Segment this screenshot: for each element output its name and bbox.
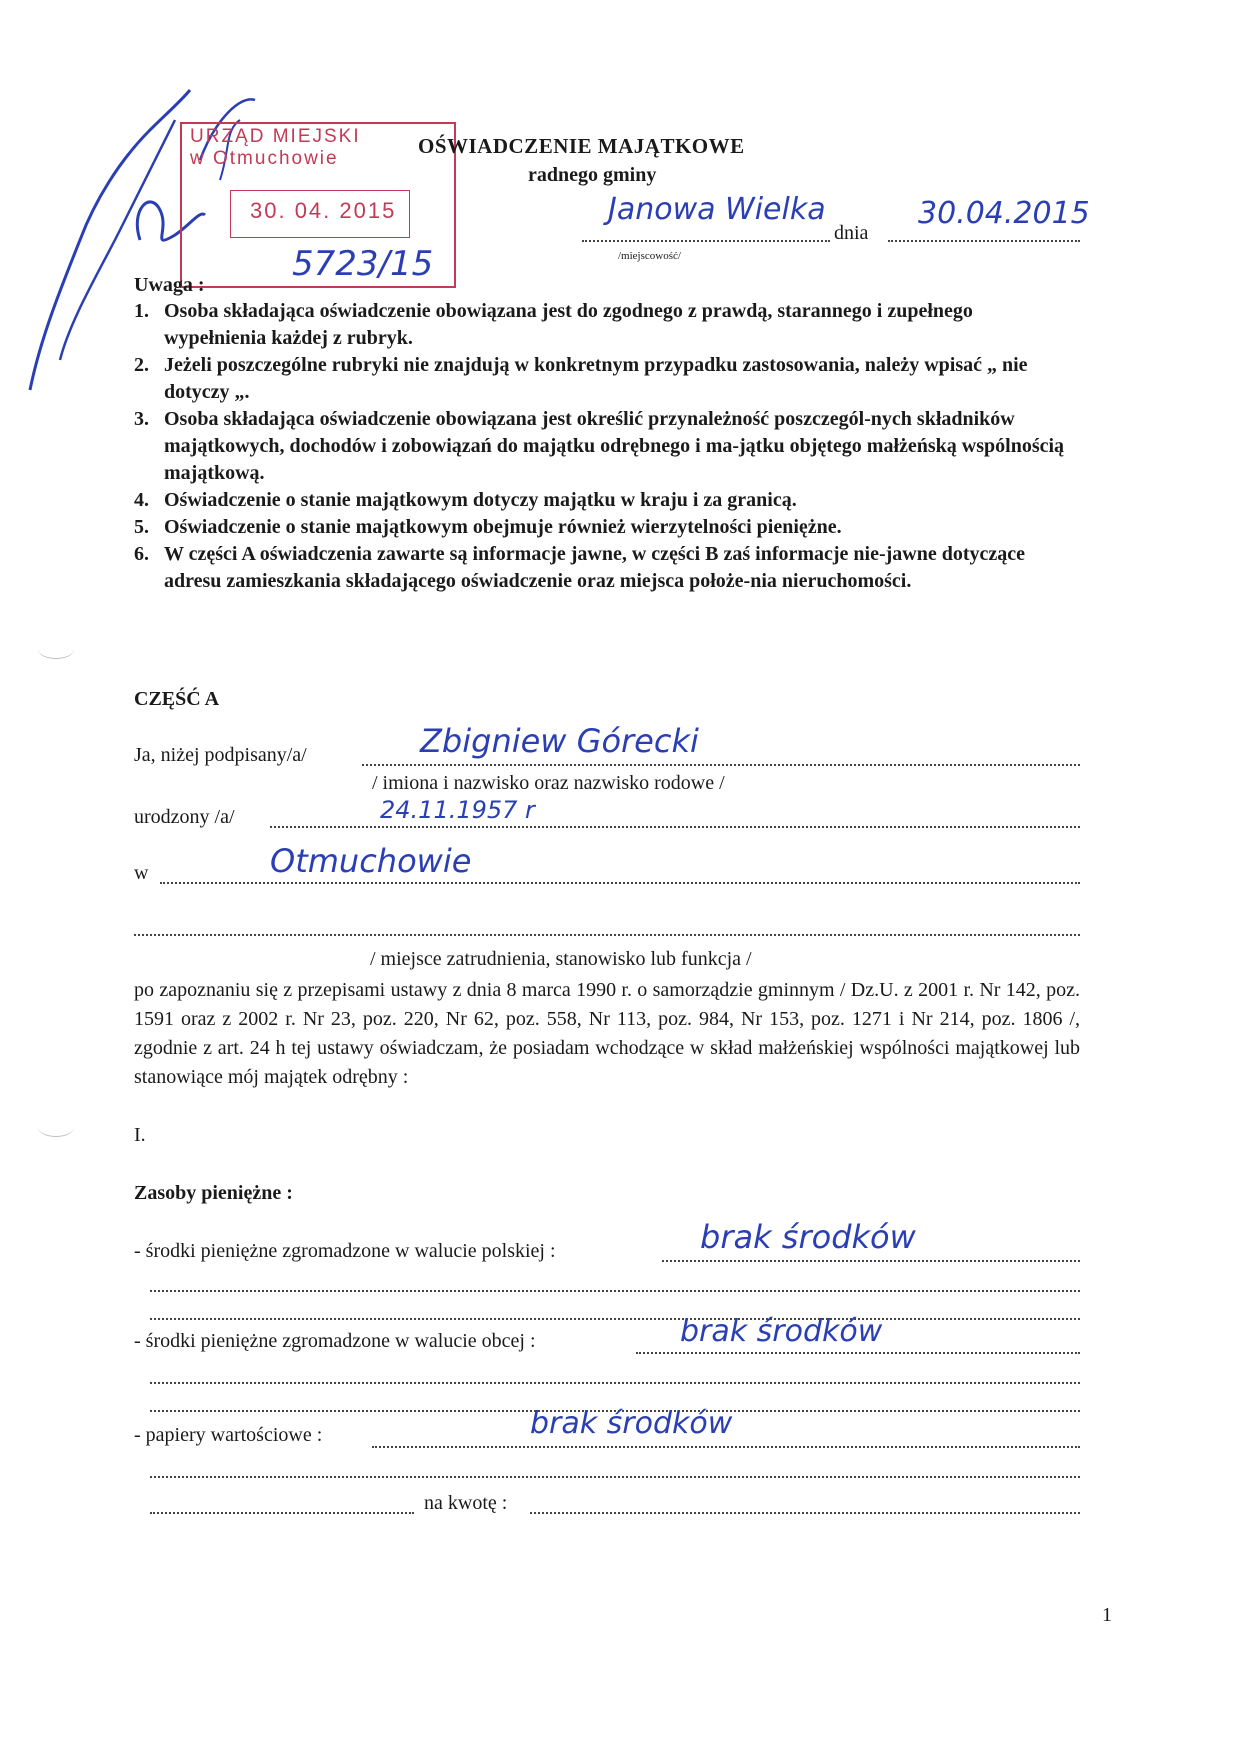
funds-heading: Zasoby pieniężne : bbox=[134, 1182, 293, 1204]
amount-dotted-line bbox=[530, 1512, 1080, 1514]
polish-funds-value: brak środków bbox=[700, 1218, 916, 1256]
in-dotted-line bbox=[160, 882, 1080, 884]
signed-value: Zbigniew Górecki bbox=[420, 722, 699, 760]
securities-label: - papiery wartościowe : bbox=[134, 1424, 323, 1446]
polish-funds-label: - środki pieniężne zgromadzone w walucie polskiej : bbox=[134, 1240, 556, 1262]
document-title: OŚWIADCZENIE MAJĄTKOWE bbox=[418, 134, 745, 158]
polish-funds-extra-line-1 bbox=[150, 1290, 1080, 1292]
page-number: 1 bbox=[1102, 1604, 1112, 1626]
stamp-office-location: w Otmuchowie bbox=[190, 148, 339, 169]
foreign-funds-value: brak środków bbox=[680, 1314, 883, 1349]
punch-hole-top bbox=[38, 640, 74, 659]
section-number: I. bbox=[134, 1124, 146, 1146]
place-value: Janowa Wielka bbox=[608, 192, 826, 227]
in-value: Otmuchowie bbox=[270, 842, 472, 880]
notes-label: Uwaga : bbox=[134, 274, 205, 296]
dnia-label: dnia bbox=[834, 222, 869, 244]
stamp-date: 30. 04. 2015 bbox=[250, 198, 397, 223]
signed-label: Ja, niżej podpisany/a/ bbox=[134, 744, 307, 766]
employment-dotted-line bbox=[134, 934, 1080, 936]
place-hint: /miejscowość/ bbox=[618, 250, 681, 262]
in-label: w bbox=[134, 862, 149, 884]
note-item: 5. Oświadczenie o stanie majątkowym obejmuje również wierzytelności pieniężne. bbox=[134, 516, 842, 538]
note-item: 6. W części A oświadczenia zawarte są informacje jawne, w części B zaś informacje nie-jawne dotyczące adresu zamieszkania składającego oświadczenie oraz miejsca położe-nia nieruchomości. bbox=[134, 543, 1026, 592]
document-subtitle: radnego gminy bbox=[528, 164, 657, 186]
punch-hole-bottom bbox=[38, 1118, 74, 1137]
place-dotted-line bbox=[582, 240, 830, 242]
stamp-reference-number: 5723/15 bbox=[292, 244, 434, 284]
polish-funds-dotted-line bbox=[662, 1260, 1080, 1262]
amount-left-dotted-line bbox=[150, 1512, 414, 1514]
part-a-heading: CZĘŚĆ A bbox=[134, 688, 220, 710]
foreign-funds-extra-line-1 bbox=[150, 1382, 1080, 1384]
securities-value: brak środków bbox=[530, 1406, 733, 1441]
date-dotted-line bbox=[888, 240, 1080, 242]
statute-text: po zapoznaniu się z przepisami ustawy z dnia 8 marca 1990 r. o samorządzie gminnym / Dz.U. z 2001 r. Nr 142, poz. 1591 oraz z 2002 r. Nr 23, poz. 220, Nr 62, poz. 558, Nr 113, poz. 984, Nr 153, poz. 1271 i Nr 214, poz. 1806 /, zgodnie z art. 24 h tej ustawy oświadczam, że posiadam wchodzące w skład małżeńskiej wspólności majątkowej lub stanowiące mój majątek odrębny : bbox=[134, 979, 1080, 1088]
foreign-funds-dotted-line bbox=[636, 1352, 1080, 1354]
born-label: urodzony /a/ bbox=[134, 806, 235, 828]
note-item: 3. Osoba składająca oświadczenie obowiązana jest określić przynależność poszczegól-nych składników majątkowych, dochodów i zobowiązań do majątku odrębnego i ma-jątku objętego małżeńską wspólnością majątkową. bbox=[134, 408, 1065, 484]
employment-hint: / miejsce zatrudnienia, stanowisko lub funkcja / bbox=[370, 948, 752, 970]
stamp-office-name: URZĄD MIEJSKI bbox=[190, 126, 361, 147]
note-item: 2. Jeżeli poszczególne rubryki nie znajdują w konkretnym przypadku zastosowania, należy wpisać „ nie dotyczy „. bbox=[134, 354, 1028, 403]
securities-dotted-line bbox=[372, 1446, 1080, 1448]
born-dotted-line bbox=[270, 826, 1080, 828]
note-item: 4. Oświadczenie o stanie majątkowym dotyczy majątku w kraju i za granicą. bbox=[134, 489, 797, 511]
foreign-funds-label: - środki pieniężne zgromadzone w walucie obcej : bbox=[134, 1330, 536, 1352]
securities-extra-line bbox=[150, 1476, 1080, 1478]
note-item: 1. Osoba składająca oświadczenie obowiązana jest do zgodnego z prawdą, starannego i zupełnego wypełnienia każdej z rubryk. bbox=[134, 300, 973, 349]
signed-hint: / imiona i nazwisko oraz nazwisko rodowe / bbox=[372, 772, 725, 794]
date-value: 30.04.2015 bbox=[918, 196, 1090, 231]
born-value: 24.11.1957 r bbox=[380, 796, 535, 824]
polish-funds-extra-line-2 bbox=[150, 1318, 1080, 1320]
signed-dotted-line bbox=[362, 764, 1080, 766]
notes-list bbox=[134, 298, 1074, 595]
amount-label: na kwotę : bbox=[424, 1492, 508, 1514]
